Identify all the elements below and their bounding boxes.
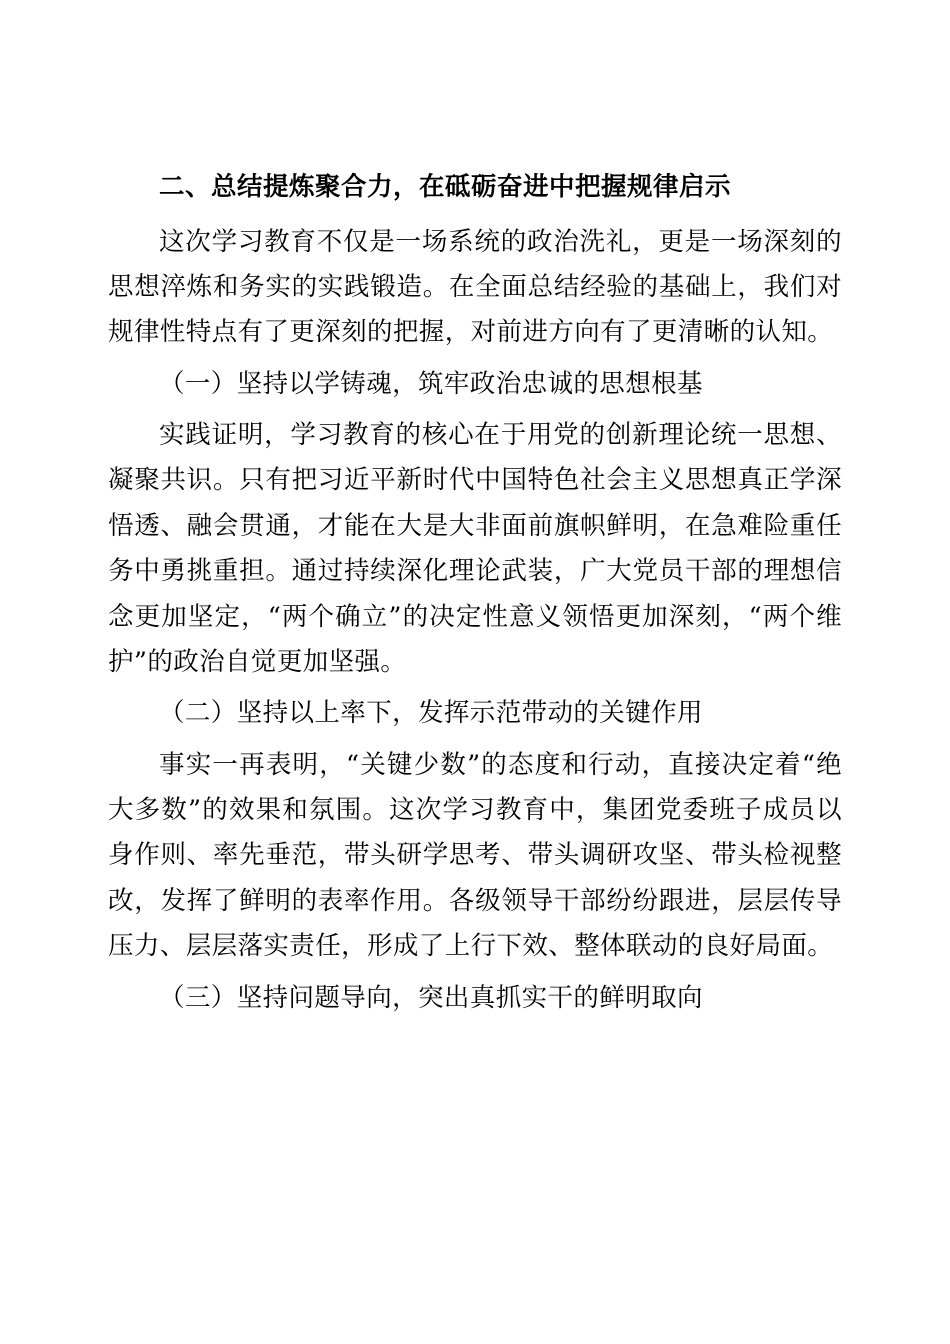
paragraph: 这次学习教育不仅是一场系统的政治洗礼，更是一场深刻的思想淬炼和务实的实践锻造。在全面总结经验的基础上，我们对规律性特点有了更深刻的把握，对前进方向有了更清晰的认知。 [108, 226, 842, 348]
subsection-heading: （二）坚持以上率下，发挥示范带动的关键作用 [159, 698, 703, 729]
subsection-heading: （一）坚持以学铸魂，筑牢政治忠诚的思想根基 [159, 368, 703, 399]
paragraph: 实践证明，学习教育的核心在于用党的创新理论统一思想、凝聚共识。只有把习近平新时代中国特色社会主义思想真正学深悟透、融会贯通，才能在大是大非面前旗帜鲜明，在急难险重任务中勇挑重担。通过持续深化理论武装，广大党员干部的理想信念更加坚定，“两个确立”的决定性意义领悟更加深刻，“两个维护”的政治自觉更加坚强。 [108, 420, 842, 677]
paragraph: 事实一再表明，“关键少数”的态度和行动，直接决定着“绝大多数”的效果和氛围。这次学习教育中，集团党委班子成员以身作则、率先垂范，带头研学思考、带头调研攻坚、带头检视整改，发挥了鲜明的表率作用。各级领导干部纷纷跟进，层层传导压力、层层落实责任，形成了上行下效、整体联动的良好局面。 [108, 749, 842, 962]
section-heading: 二、总结提炼聚合力，在砥砺奋进中把握规律启示 [159, 172, 732, 202]
subsection-heading: （三）坚持问题导向，突出真抓实干的鲜明取向 [159, 982, 703, 1013]
document-body [108, 168, 842, 1021]
